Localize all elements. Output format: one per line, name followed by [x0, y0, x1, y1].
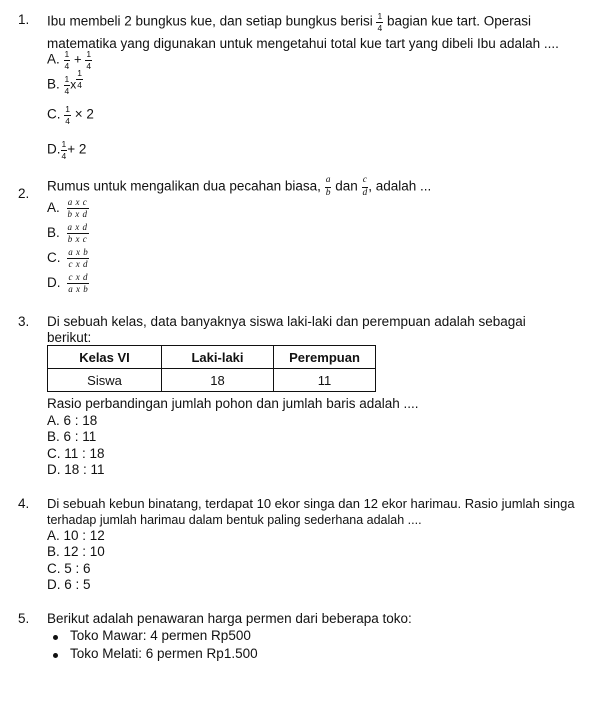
- q4-line2: terhadap jumlah harimau dalam bentuk paling sederhana adalah ....: [47, 513, 422, 527]
- q1-text-b: bagian kue tart. Operasi: [386, 13, 532, 29]
- q1-option-b: B. $\frac{1}{4}$ x $\frac{1}{4}$: [47, 68, 82, 96]
- q1-fraction: $\frac{1}{4}$: [377, 11, 383, 33]
- q1-number: 1.: [18, 12, 30, 27]
- q3-question: Rasio perbandingan jumlah pohon dan jumlah baris adalah ....: [47, 396, 419, 411]
- q3-option-b: B. 6 : 11: [47, 429, 97, 444]
- q1-option-c: C. $\frac{1}{4}$ × 2: [47, 104, 94, 126]
- table-header: Laki-laki: [162, 346, 274, 369]
- bullet-dot-icon: [53, 635, 58, 640]
- q2-text-a: Rumus untuk mengalikan dua pecahan biasa,: [47, 178, 321, 194]
- table-cell: Siswa: [48, 369, 162, 392]
- q4-option-a: A. 10 : 12: [47, 528, 105, 543]
- q5-bullet-1: Toko Mawar: 4 permen Rp500: [70, 628, 251, 643]
- q2-fraction-ab: $\frac{a}{b}$: [325, 175, 331, 198]
- q2-option-c: C. $\frac{\text{a x b}}{\text{c x d}}$: [47, 247, 89, 269]
- q4-option-b: B. 12 : 10: [47, 544, 105, 559]
- q2-fraction-cd: $\frac{c}{d}$: [362, 175, 368, 198]
- table-cell: 11: [274, 369, 376, 392]
- table-header-row: [48, 346, 376, 369]
- q1-line1: [47, 12, 531, 32]
- q5-bullet-2: Toko Melati: 6 permen Rp1.500: [70, 646, 258, 661]
- q2-number: 2.: [18, 186, 30, 201]
- q5-number: 5.: [18, 611, 30, 626]
- q4-number: 4.: [18, 496, 30, 511]
- q3-option-a: A. 6 : 18: [47, 413, 98, 428]
- q3-line1: Di sebuah kelas, data banyaknya siswa laki-laki dan perempuan adalah sebagai: [47, 314, 526, 329]
- q2-option-d: D. $\frac{\text{c x d}}{\text{a x b}}$: [47, 272, 89, 294]
- table-header: Perempuan: [274, 346, 376, 369]
- table-header: Kelas VI: [48, 346, 162, 369]
- q3-table: [47, 345, 376, 392]
- q2-line1: Rumus untuk mengalikan dua pecahan biasa, $\frac{a}{b}$ dan $\frac{c}{d}$ , adalah ...: [47, 175, 432, 198]
- q1-text-a: Ibu membeli 2 bungkus kue, dan setiap bungkus berisi: [47, 13, 373, 29]
- table-cell: 18: [162, 369, 274, 392]
- q2-option-b: B. $\frac{\text{a x d}}{\text{b x c}}$: [47, 222, 88, 244]
- q3-option-c: C. 11 : 18: [47, 446, 105, 461]
- q1-option-a: A. $\frac{1}{4}$ + $\frac{1}{4}$: [47, 49, 92, 71]
- q5-line1: Berikut adalah penawaran harga permen dari beberapa toko:: [47, 611, 412, 626]
- q4-line1: Di sebuah kebun binatang, terdapat 10 ekor singa dan 12 ekor harimau. Rasio jumlah singa: [47, 496, 575, 511]
- q3-number: 3.: [18, 314, 30, 329]
- bullet-dot-icon: [53, 653, 58, 658]
- table-row: [48, 369, 376, 392]
- q1-line2: matematika yang digunakan untuk mengetahui total kue tart yang dibeli Ibu adalah ....: [47, 36, 559, 51]
- q3-option-d: D. 18 : 11: [47, 462, 105, 477]
- q4-option-d: D. 6 : 5: [47, 577, 91, 592]
- q2-option-a: A. $\frac{\text{a x c}}{\text{b x d}}$: [47, 197, 88, 219]
- q3-line2: berikut:: [47, 330, 92, 345]
- q4-option-c: C. 5 : 6: [47, 561, 91, 576]
- q1-option-d: D. $\frac{1}{4}$ + 2: [47, 139, 87, 161]
